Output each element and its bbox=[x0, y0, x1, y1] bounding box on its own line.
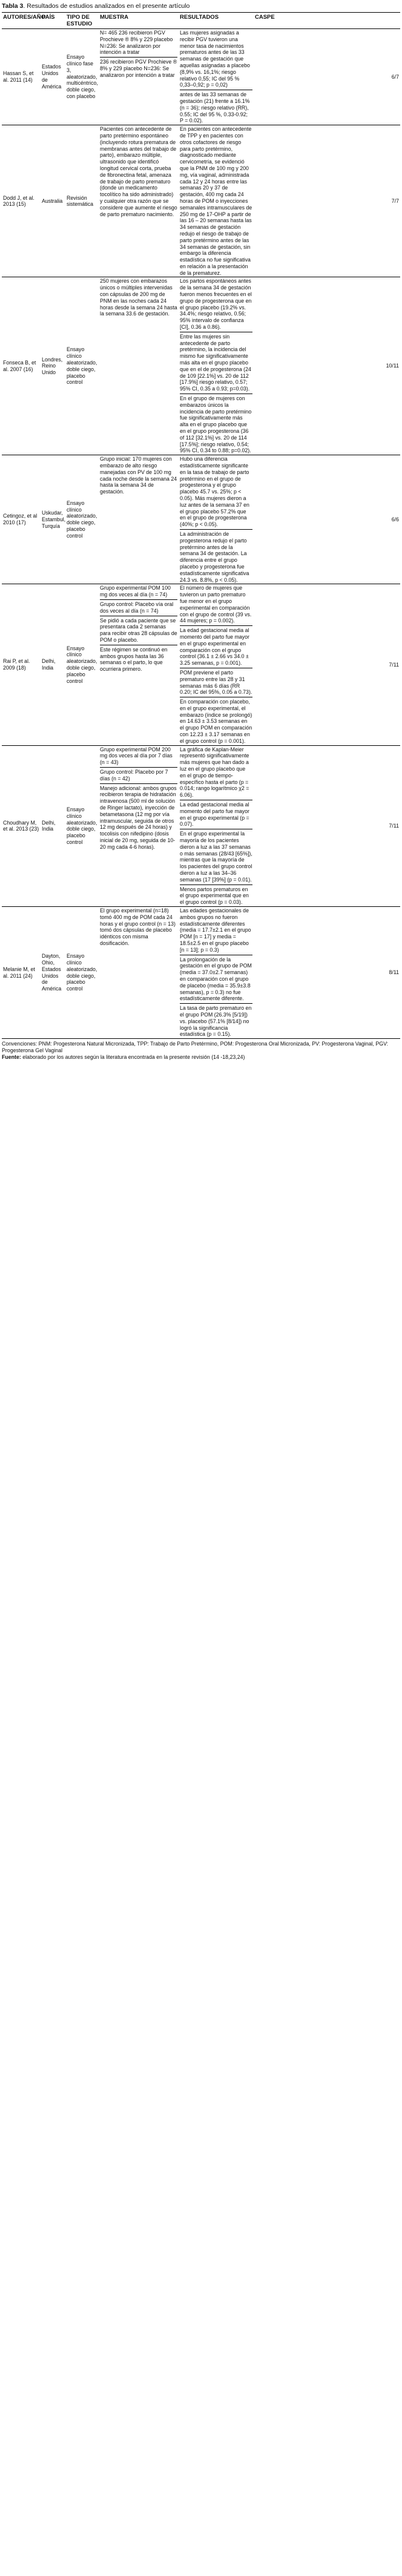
table-row bbox=[2, 745, 400, 906]
cell-tipo: Ensayo clínico aleatorizado, doble ciego, placebo control bbox=[65, 455, 99, 584]
muestra-item: Este régimen se continuó en ambos grupos hasta las 36 semanas o el parto, lo que ocurriera primero. bbox=[100, 645, 177, 673]
cell-caspe: 7/7 bbox=[254, 125, 400, 277]
table-row bbox=[2, 584, 400, 745]
cell-caspe: 6/7 bbox=[254, 29, 400, 125]
resultado-item: La prolongación de la gestación en el grupo de POM (media = 37.0±2.7 semanas) en comparación con el grupo de placebo (media = 35.9±3.8 semanas), p = 0.3) no fue estadísticamente diferente. bbox=[180, 955, 252, 1003]
table-row bbox=[2, 907, 400, 1039]
cell-tipo: Ensayo clínico aleatorizado, doble ciego, placebo control bbox=[65, 745, 99, 906]
table-row bbox=[2, 277, 400, 455]
resultado-item: Menos partos prematuros en el grupo experimental que en el grupo control (p = 0.03). bbox=[180, 884, 252, 906]
cell-caspe: 7/11 bbox=[254, 584, 400, 745]
footer-source bbox=[2, 1054, 398, 1061]
cell-pais: Delhi, India bbox=[41, 584, 65, 745]
table-caption-text: . Resultados de estudios analizados en el presente artículo bbox=[23, 2, 190, 10]
cell-muestra bbox=[99, 455, 179, 584]
cell-resultados bbox=[179, 907, 254, 1039]
footer-source-label: Fuente: bbox=[2, 1054, 21, 1060]
cell-resultados bbox=[179, 455, 254, 584]
resultado-item: La administración de progesterona redujo el parto pretérmino antes de la semana 34 de gestación. La diferencia entre el grupo placebo y progesterona fue estadísticamente significativa 24.3 vs. 8.8%, p < 0.05). bbox=[180, 529, 252, 583]
resultado-item: En el grupo de mujeres con embarazos únicos la incidencia de parto pretérmino fue significativamente más alta en el grupo placebo que en el grupo progesterona (36 of 112 [32.1%] vs. 20 de 114 [17.5%]; riesgo relativo, 0.54; 95% CI, 0.34 to 0.88; p=0.02). bbox=[180, 394, 252, 454]
table-footer bbox=[2, 1041, 398, 1061]
header-muestra: MUESTRA bbox=[99, 13, 179, 29]
resultado-item: Hubo una diferencia estadísticamente significante en la tasa de trabajo de parto pretérmino en el grupo de progesterona y el grupo placebo 45.7 vs. 25%; p < 0.05). Más mujeres dieron a luz antes de la semana 37 en el grupo placebo 57.2% que en el grupo de progesterona (40%; p < 0.05). bbox=[180, 456, 249, 528]
muestra-item: Manejo adicional: ambos grupos recibieron terapia de hidratación intravenosa (500 ml de solución de Ringer lactato), inyección de betametasona (12 mg por vía intramuscular, seguida de otros 12 mg después de 24 horas) y tocolisis con nifedipino (dosis inicial de 20 mg, seguida de 10- 20 mg cada 4-6 horas). bbox=[100, 783, 177, 851]
footer-conventions: Convenciones: PNM: Progesterona Natural Micronizada, TPP: Trabajo de Parto Pretérmino, POM: Progesterona Oral Micronizada, PV: Progesterona Vaginal, PGV: Progesterona Gel Vaginal bbox=[2, 1041, 389, 1053]
resultado-item: El número de mujeres que tuvieron un parto prematuro fue menor en el grupo experimental en comparación con el grupo de control (39 vs. 44 mujeres; p = 0.002). bbox=[180, 585, 252, 624]
header-resultados: RESULTADOS bbox=[179, 13, 254, 29]
muestra-item: Grupo inicial: 170 mujeres con embarazo de alto riesgo manejadas con PV de 100 mg cada noche desde la semana 24 hasta la semana 34 de gestación. bbox=[100, 456, 177, 495]
muestra-item: N= 465 236 recibieron PGV Prochieve ® 8% y 229 placebo N=236: Se analizaron por intención a tratar bbox=[100, 30, 173, 56]
results-table bbox=[2, 12, 400, 1039]
cell-pais: Dayton, Ohio, Estados Unidos de América bbox=[41, 907, 65, 1039]
cell-resultados bbox=[179, 29, 254, 125]
table-caption bbox=[2, 2, 395, 10]
cell-tipo: Ensayo clínico aleatorizado, doble ciego, placebo control bbox=[65, 277, 99, 455]
cell-caspe: 7/11 bbox=[254, 745, 400, 906]
cell-pais: Uskudar, Estambul, Turquía bbox=[41, 455, 65, 584]
resultado-item: Las edades gestacionales de ambos grupos no fueron estadísticamente diferentes (media = 17.7±2.1 en el grupo POM [n = 17] y media = 18.5±2.5 en el grupo placebo [n = 13]; p = 0.3) bbox=[180, 908, 251, 953]
cell-caspe: 6/6 bbox=[254, 455, 400, 584]
table-body bbox=[2, 29, 400, 1039]
resultado-item: POM previene el parto prematuro entre las 28 y 31 semanas más 6 días (RR 0.20; IC del 95%, 0.05 a 0.73). bbox=[180, 668, 252, 696]
table-header-row bbox=[2, 13, 400, 29]
cell-autores: Hassan S, et al. 2011 (14) bbox=[2, 29, 41, 125]
muestra-item: Pacientes con antecedente de parto pretérmino espontáneo (incluyendo rotura prematura de membranas antes del trabajo de parto), embarazo múltiple, ultrasonido que identificó longitud cervical corta, prueba de fibronectina fetal, amenaza de trabajo de parto prematuro (donde un medicamento tocolítico ha sido administrado) y cualquier otra razón que se considere que aumente el riesgo de parto prematuro nacimiento. bbox=[100, 126, 177, 217]
resultado-item: Los partos espontáneos antes de la semana 34 de gestación fueron menos frecuentes en el grupo de progesterona que en el grupo placebo (19.2% vs. 34.4%; riesgo relativo, 0.56; 95% intervalo de confianza [CI], 0.36 a 0.86). bbox=[180, 278, 252, 331]
resultado-item: La gráfica de Kaplan-Meier representó significativamente más mujeres que han dado a luz en el grupo placebo que en el grupo de tiempo-específico hasta el parto (p = 0.014; rango logarítmico χ2 = 6.06). bbox=[180, 746, 249, 799]
cell-resultados bbox=[179, 277, 254, 455]
muestra-item: Grupo experimental POM 200 mg dos veces al día por 7 días (n = 43) bbox=[100, 746, 173, 766]
header-caspe: CASPE bbox=[254, 13, 400, 29]
footer-source-text: elaborado por los autores según la literatura encontrada en la presente revisión (14 -18,23,24) bbox=[21, 1054, 245, 1060]
cell-muestra bbox=[99, 584, 179, 745]
header-tipo: TIPO DE ESTUDIO bbox=[65, 13, 99, 29]
cell-autores: Choudhary M, et al. 2013 (23) bbox=[2, 745, 41, 906]
cell-pais: Delhi, India bbox=[41, 745, 65, 906]
resultado-item: La edad gestacional media al momento del parto fue mayor en el grupo experimental en comparación con el grupo control (36.1 ± 2.66 vs 34.0 ± 3.25 semanas, p = 0.001). bbox=[180, 625, 252, 667]
resultado-item: Las mujeres asignadas a recibir PGV tuvieron una menor tasa de nacimientos prematuros antes de las 33 semanas de gestación que aquellas asignadas a placebo (8,9% vs. 16,1%; riesgo relativo 0,55; IC del 95 % 0,33–0,92; p = 0,02) bbox=[180, 30, 250, 88]
cell-resultados bbox=[179, 584, 254, 745]
cell-muestra bbox=[99, 745, 179, 906]
cell-tipo: Ensayo clínico aleatorizado, doble ciego, placebo control bbox=[65, 584, 99, 745]
cell-caspe: 8/11 bbox=[254, 907, 400, 1039]
table-row bbox=[2, 125, 400, 277]
cell-pais: Londres, Reino Unido bbox=[41, 277, 65, 455]
cell-caspe: 10/11 bbox=[254, 277, 400, 455]
cell-autores: Fonseca B, et al. 2007 (16) bbox=[2, 277, 41, 455]
cell-autores: Rai P, et al. 2009 (18) bbox=[2, 584, 41, 745]
cell-muestra bbox=[99, 277, 179, 455]
cell-tipo: Revisión sistemática bbox=[65, 125, 99, 277]
resultado-item: La tasa de parto prematuro en el grupo POM (26.3% [5/19]) vs. placebo (57.1% [8/14]) no logró la significancia estadística (p = 0.15). bbox=[180, 1003, 252, 1038]
muestra-item: 250 mujeres con embarazos únicos o múltiples intervenidas con cápsulas de 200 mg de PNM en las noches cada 24 horas desde la semana 24 hasta la semana 33.6 de gestación. bbox=[100, 278, 177, 317]
cell-resultados bbox=[179, 745, 254, 906]
muestra-item: Grupo control: Placebo por 7 días (n = 42) bbox=[100, 767, 177, 782]
muestra-item: 236 recibieron PGV Prochieve ® 8% y 229 placebo N=236: Se analizaron por intención a tratar bbox=[100, 57, 177, 78]
cell-tipo: Ensayo clínico aleatorizado, doble ciego, placebo control bbox=[65, 907, 99, 1039]
resultado-item: Entre las mujeres sin antecedente de parto pretérmino, la incidencia del mismo fue significativamente más alta en el grupo placebo que en el de progesterona (24 de 109 [22.1%] vs. 20 de 112 [17.9%] riesgo relativo, 0.57; 95% CI, 0.35 a 0.93; p=0.03). bbox=[180, 332, 252, 392]
cell-muestra bbox=[99, 907, 179, 1039]
resultado-item: En comparación con placebo, en el grupo experimental, el embarazo (índice se prolongó) en 14.63 ± 3.53 semanas en el grupo POM en comparación con 12.23 ± 3.17 semanas en el grupo control (p = 0.001). bbox=[180, 697, 252, 745]
header-pais: PAÍS bbox=[41, 13, 65, 29]
muestra-item: Grupo experimental POM 100 mg dos veces al día (n = 74) bbox=[100, 585, 171, 598]
header-autores: AUTORES/AÑO bbox=[2, 13, 41, 29]
cell-pais: Australia bbox=[41, 125, 65, 277]
resultado-item: En pacientes con antecedente de TPP y en pacientes con otros cofactores de riesgo para parto pretérmino, diagnosticado mediante cervicometría, se evidenció que la PNM de 100 mg y 200 mg, vía vaginal, administrada cada 12 y 24 horas entre las semanas 20 y 37 de gestación, 400 mg cada 24 horas de POM o inyecciones semanales intramusculares de 250 mg de 17-OHP a partir de las 16 – 20 semanas hasta las 34 semanas de gestación redujo el riesgo de trabajo de parto pretérmino antes de las 34 semanas de gestación, sin embargo la diferencia estadística no fue significativa en relación a la presentación de la prematurez. bbox=[180, 126, 252, 276]
muestra-item: Grupo control: Placebo vía oral dos veces al día (n = 74) bbox=[100, 599, 177, 614]
cell-autores: Melanie M, et al. 2011 (24) bbox=[2, 907, 41, 1039]
resultado-item: En el grupo experimental la mayoría de los pacientes dieron a luz a las 37 semanas o más semanas (28/43 [65%]), mientras que la mayoría de los pacientes del grupo control dieron a luz a las 34–36 semanas (17 [39%] (p = 0.01). bbox=[180, 829, 252, 883]
cell-resultados bbox=[179, 125, 254, 277]
cell-pais: Estados Unidos de América bbox=[41, 29, 65, 125]
muestra-item: Se pidió a cada paciente que se presentara cada 2 semanas para recibir otras 28 cápsulas de POM o placebo. bbox=[100, 616, 177, 644]
cell-tipo: Ensayo clínico fase 3, aleatorizado, multicéntrico, doble ciego, con placebo bbox=[65, 29, 99, 125]
cell-muestra bbox=[99, 125, 179, 277]
table-row bbox=[2, 455, 400, 584]
cell-autores: Cetingoz, et al 2010 (17) bbox=[2, 455, 41, 584]
cell-autores: Dodd J, et al. 2013 (15) bbox=[2, 125, 41, 277]
muestra-item: El grupo experimental (n=18) tomó 400 mg de POM cada 24 horas y el grupo control (n = 13) tomó dos cápsulas de placebo idénticos con misma dosificación. bbox=[100, 908, 176, 946]
table-row bbox=[2, 29, 400, 125]
table-caption-label: Tabla 3 bbox=[2, 2, 24, 10]
resultado-item: antes de las 33 semanas de gestación (21) frente a 16.1% (n = 36); riesgo relativo (RR), 0.55; IC del 95 %, 0.33-0.92; P = 0.02). bbox=[180, 90, 252, 124]
resultado-item: La edad gestacional media al momento del parto fue mayor en el grupo experimental (p = 0.07). bbox=[180, 800, 252, 828]
cell-muestra bbox=[99, 29, 179, 125]
